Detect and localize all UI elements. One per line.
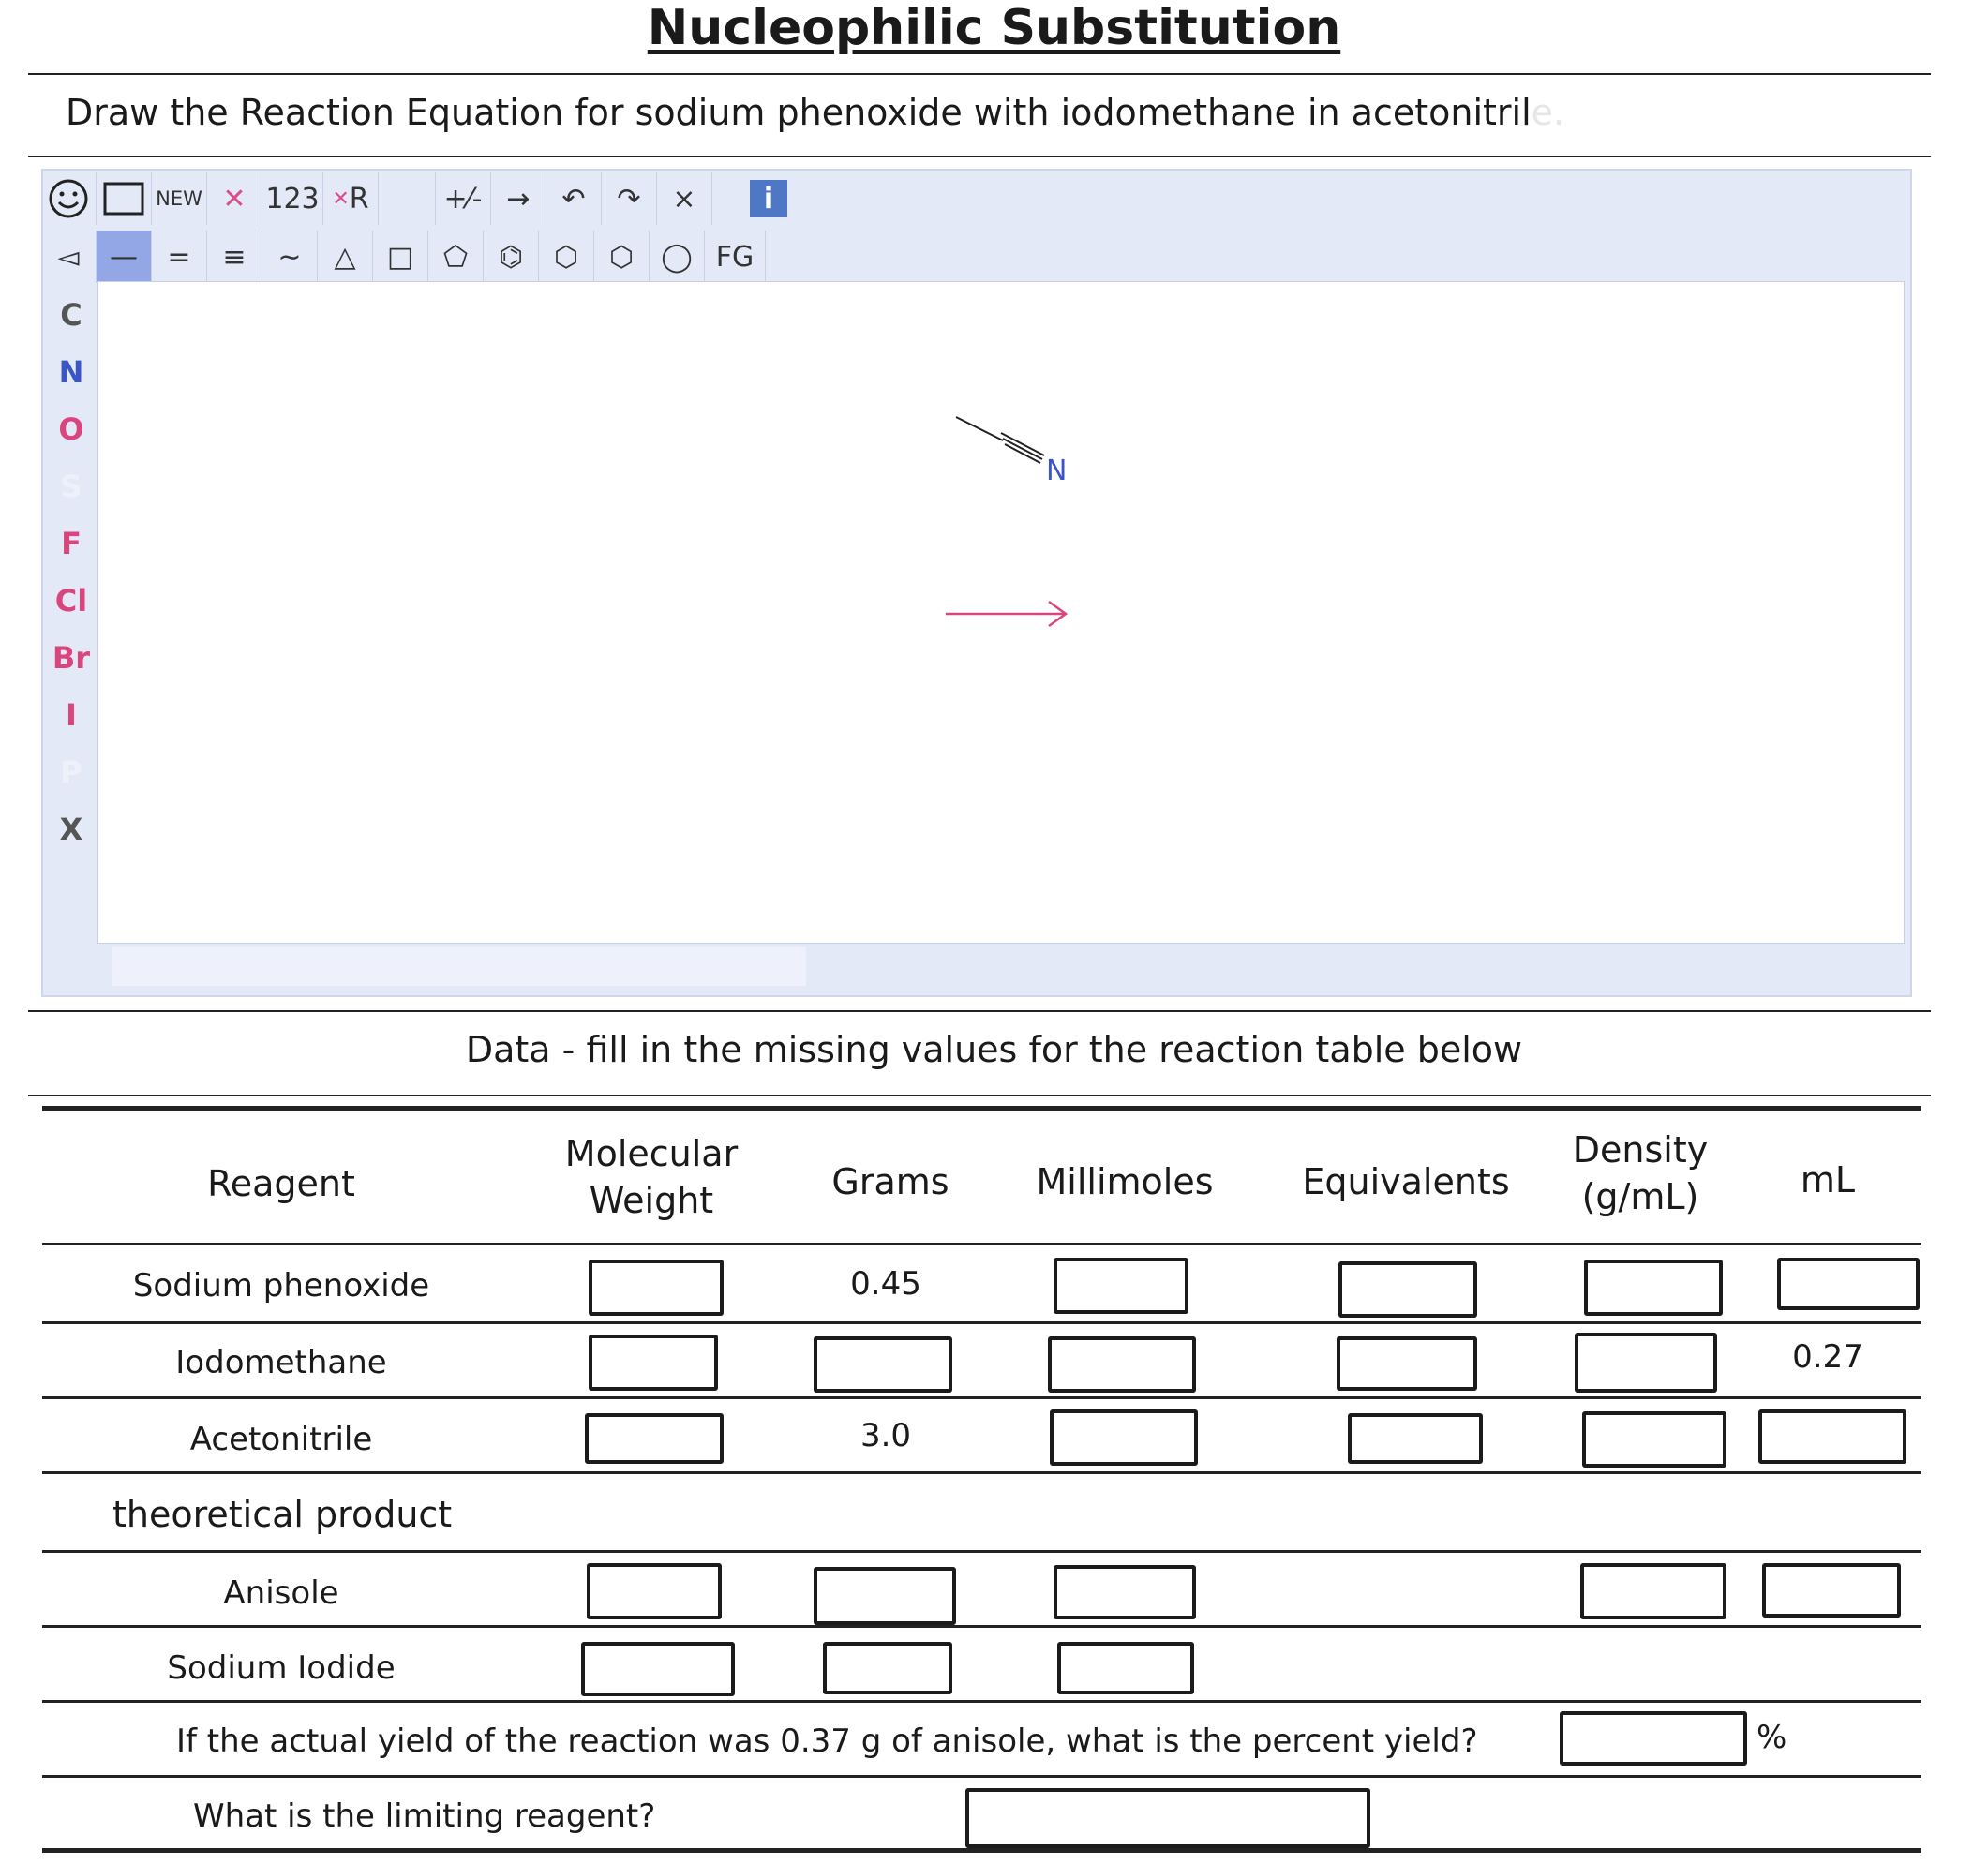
limiting-reagent-question: What is the limiting reagent?: [193, 1797, 656, 1835]
sodium-phenoxide-density-input[interactable]: [1584, 1260, 1723, 1316]
col-header-millimoles: Millimoles: [1036, 1161, 1214, 1202]
double-bond-icon[interactable]: =: [152, 231, 207, 283]
nitrogen-atom-label: N: [1046, 455, 1068, 487]
reagent-name: Sodium phenoxide: [132, 1267, 430, 1305]
iodomethane-ml: 0.27: [1792, 1338, 1863, 1376]
percent-yield-input[interactable]: [1560, 1711, 1747, 1766]
chain-icon[interactable]: ∼: [262, 231, 318, 283]
hexagon-ring-icon[interactable]: ⬡: [539, 231, 594, 283]
acetonitrile-equivalents-input[interactable]: [1348, 1413, 1483, 1464]
anisole-mw-input[interactable]: [587, 1563, 722, 1619]
iodomethane-mw-input[interactable]: [589, 1335, 718, 1391]
iodomethane-millimoles-input[interactable]: [1048, 1336, 1196, 1393]
toolbar-row-1: [41, 171, 787, 227]
prompt-faded-tail: e.: [1531, 92, 1565, 133]
numbers-button[interactable]: 123: [262, 172, 323, 225]
col-header-density: Density (g/mL): [1572, 1129, 1709, 1217]
data-section-heading: Data - fill in the missing values for the reaction table below: [465, 1029, 1523, 1070]
row-rule: [42, 1550, 1921, 1553]
rectangle-select-icon[interactable]: [97, 172, 152, 225]
acetonitrile-ml-input[interactable]: [1758, 1409, 1906, 1464]
row-rule: [42, 1396, 1921, 1399]
reaction-prompt: [66, 92, 1564, 133]
sodium-iodide-mw-input[interactable]: [581, 1642, 735, 1696]
atom-n-button[interactable]: N: [58, 353, 84, 390]
toolbar-row-2: [41, 229, 766, 285]
iodomethane-grams-input[interactable]: [814, 1336, 952, 1393]
row-rule: [42, 1243, 1921, 1245]
acetonitrile-density-input[interactable]: [1582, 1411, 1726, 1468]
atom-f-button[interactable]: F: [61, 525, 82, 561]
heptagon-ring-icon[interactable]: ⬡: [594, 231, 650, 283]
anisole-density-input[interactable]: [1580, 1563, 1726, 1619]
row-rule: [42, 1471, 1921, 1474]
atom-palette: [45, 286, 97, 857]
acetonitrile-structure[interactable]: [937, 403, 1087, 497]
atom-p-button[interactable]: P: [60, 753, 82, 790]
atom-br-button[interactable]: Br: [52, 639, 91, 676]
sodium-phenoxide-grams: 0.45: [850, 1265, 921, 1303]
col-header-ml: mL: [1800, 1159, 1856, 1200]
product-name: Anisole: [223, 1574, 339, 1612]
redo-icon[interactable]: ↷: [602, 172, 657, 225]
atom-o-button[interactable]: O: [58, 410, 84, 447]
undo-icon[interactable]: ↶: [546, 172, 602, 225]
row-rule: [42, 1775, 1921, 1778]
product-name: Sodium Iodide: [167, 1649, 396, 1687]
row-rule: [42, 1700, 1921, 1703]
col-header-molecular-weight: Molecular Weight: [564, 1133, 739, 1221]
triangle-ring-icon[interactable]: △: [318, 231, 373, 283]
charge-icon[interactable]: +⁄-: [436, 172, 491, 225]
editor-status-bar: [112, 947, 806, 986]
acetonitrile-mw-input[interactable]: [585, 1413, 724, 1464]
percent-sign: %: [1756, 1719, 1787, 1756]
octagon-ring-icon[interactable]: ◯: [650, 231, 705, 283]
iodomethane-equivalents-input[interactable]: [1337, 1336, 1477, 1391]
row-rule: [42, 1625, 1921, 1628]
theoretical-product-heading: theoretical product: [112, 1494, 453, 1535]
new-button[interactable]: NEW: [152, 172, 207, 225]
page-title: Nucleophilic Substitution: [647, 0, 1341, 56]
divider: [28, 1095, 1931, 1096]
iodomethane-density-input[interactable]: [1575, 1333, 1717, 1393]
delete-x-icon[interactable]: ✕: [207, 172, 262, 225]
acetonitrile-millimoles-input[interactable]: [1050, 1409, 1198, 1466]
reaction-arrow-icon[interactable]: →: [491, 172, 546, 225]
row-rule: [42, 1321, 1921, 1324]
reaction-arrow[interactable]: [942, 590, 1073, 637]
percent-yield-question: If the actual yield of the reaction was 0.37 g of anisole, what is the percent yield?: [176, 1722, 1478, 1760]
clear-icon[interactable]: ⨯: [657, 172, 712, 225]
limiting-reagent-input[interactable]: [965, 1788, 1370, 1848]
atom-s-button[interactable]: S: [60, 468, 82, 504]
spacer: [379, 172, 436, 225]
functional-group-button[interactable]: FG: [705, 231, 766, 283]
triple-bond-icon[interactable]: ≡: [207, 231, 262, 283]
divider: [28, 1010, 1931, 1012]
sodium-phenoxide-mw-input[interactable]: [589, 1260, 724, 1316]
atom-x-button[interactable]: X: [59, 811, 83, 847]
pentagon-ring-icon[interactable]: ⬠: [428, 231, 484, 283]
r-group-label: R: [349, 182, 369, 216]
reagent-name: Acetonitrile: [189, 1421, 373, 1458]
atom-i-button[interactable]: I: [66, 696, 77, 733]
reagent-name: Iodomethane: [175, 1344, 387, 1381]
table-top-rule: [42, 1106, 1921, 1111]
sodium-phenoxide-millimoles-input[interactable]: [1054, 1258, 1188, 1314]
wedge-bond-icon[interactable]: ◅: [41, 231, 97, 283]
divider: [28, 156, 1931, 157]
table-bottom-rule: [42, 1848, 1921, 1853]
col-header-equivalents: Equivalents: [1302, 1161, 1510, 1202]
prompt-text: Draw the Reaction Equation for sodium phenoxide with iodomethane in acetonitril: [66, 92, 1532, 133]
anisole-grams-input[interactable]: [814, 1567, 956, 1625]
atom-cl-button[interactable]: Cl: [54, 582, 88, 619]
benzene-ring-icon[interactable]: ⌬: [484, 231, 539, 283]
anisole-millimoles-input[interactable]: [1054, 1565, 1196, 1619]
divider: [28, 73, 1931, 75]
col-header-reagent: Reagent: [207, 1163, 355, 1204]
remove-r-group-button[interactable]: ✕ R: [323, 172, 379, 225]
sodium-iodide-grams-input[interactable]: [823, 1642, 952, 1694]
info-icon[interactable]: i: [750, 180, 787, 217]
anisole-ml-input[interactable]: [1762, 1563, 1901, 1618]
sodium-iodide-millimoles-input[interactable]: [1057, 1642, 1194, 1694]
square-ring-icon[interactable]: □: [373, 231, 428, 283]
col-header-grams: Grams: [831, 1161, 949, 1202]
sodium-phenoxide-ml-input[interactable]: [1777, 1258, 1920, 1310]
acetonitrile-grams: 3.0: [859, 1417, 912, 1454]
smiley-icon[interactable]: [41, 172, 97, 225]
sodium-phenoxide-equivalents-input[interactable]: [1338, 1261, 1477, 1318]
single-bond-icon[interactable]: —: [97, 231, 152, 283]
atom-c-button[interactable]: C: [60, 296, 82, 333]
